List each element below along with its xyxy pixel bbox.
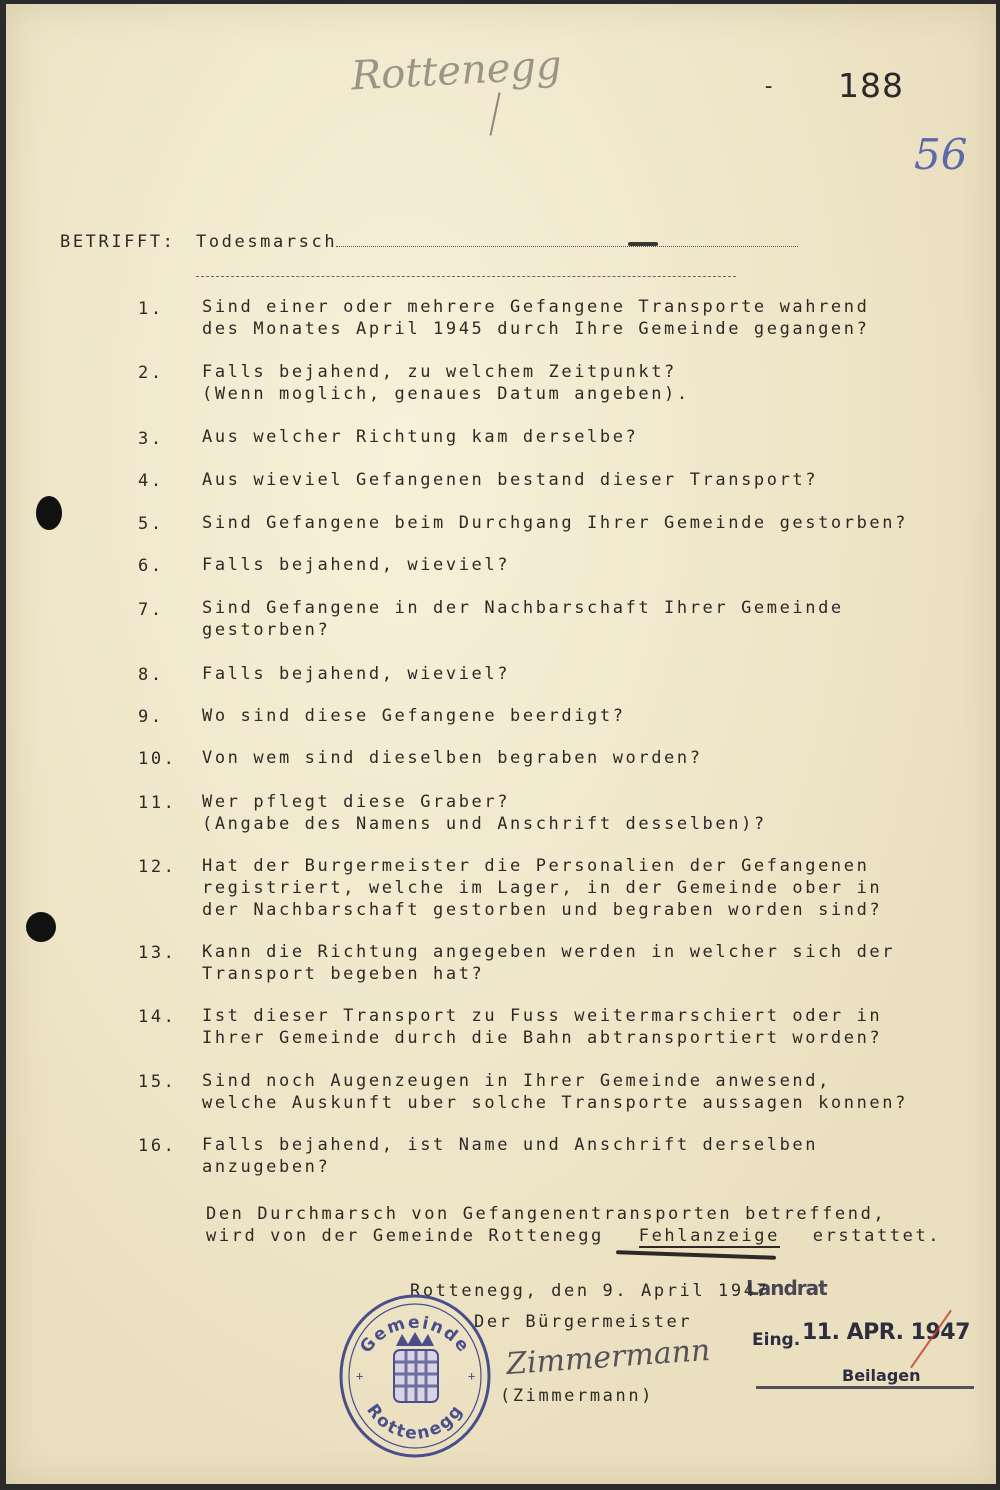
municipal-seal xyxy=(336,1288,494,1460)
handwritten-folio-number: 56 xyxy=(914,130,968,179)
mayor-printed-name: (Zimmermann) xyxy=(500,1386,655,1406)
svg-text:Rottenegg xyxy=(362,1401,467,1444)
place-date-line: Rottenegg, den 9. April 1947 xyxy=(410,1281,770,1301)
stamp-beilagen: Beilagen xyxy=(842,1366,921,1385)
received-stamp xyxy=(746,1272,978,1402)
stamp-eingang-label: Eing. xyxy=(752,1330,801,1350)
seal-text-bottom: Rottenegg xyxy=(362,1400,468,1444)
separator-line xyxy=(196,276,736,277)
subject-ink-mark xyxy=(628,242,658,246)
page-number: 188 xyxy=(838,66,904,105)
dash-mark: - xyxy=(762,74,778,99)
stamp-rule xyxy=(756,1386,974,1389)
statement-line-2: wird von der Gemeinde Rottenegg Fehlanzeige erstattet. xyxy=(206,1226,942,1246)
svg-text:+: + xyxy=(356,1369,364,1383)
handwritten-place-name: Rottenegg xyxy=(349,42,563,100)
seal-graphic xyxy=(336,1288,494,1460)
seal-text-top: Gemeinde xyxy=(356,1312,474,1358)
document-page: Rottenegg - 188 56 BETRIFFT: Todesmarsch 1. Sind einer oder mehrere Gefangene Transporte wahrend des Monates April 1945 durch Ihre Gemeinde gegangen? 2. Falls bejahend, zu welchem Zeitpunkt? (Wenn moglich, genaues Datum angeben). 3. Aus welcher Richtung kam derselbe? 4. Aus wieviel Gefangenen bestand dieser Transport? 5. Sind Gefangene beim Durchgang Ihrer Gemeinde gestorben? 6. Falls bejahend, wieviel? 7. Sind Gefangene in der Nachbarschaft Ihrer Gemeinde gestorben? 8. Falls bejahend, wieviel? 9. Wo sind diese Gefangene beerdigt? 10. Von wem sind dieselben begraben worden? 11. Wer pflegt diese Graber? (Angabe des Namens und Anschrift desselben)? 12. Hat der Burgermeister die Personalien der Gefangenen registriert, welche im Lager, in der Gemeinde ober in der Nachbarschaft gestorben und begraben worden sind? 13. Kann die Richtung angegeben werden in welcher sich der Transport begeben hat? 14. Ist dieser Transport zu Fuss weitermarschiert oder in Ihrer Gemeinde durch die Bahn abtransportiert worden? 15. Sind noch Augenzeugen in Ihrer Gemeinde anwesend, welche Auskunft uber solche Transporte aussagen konnen? 16. Falls bejahend, ist Name und Anschrift derselben anzugeben? Den Durchmarsch von Gefangenentransporten betreffend, wird von der Gemeinde Rottenegg Fehlanzeige erstattet. Rottenegg, den 9. April 1947 Der Bürgermeister Zimmermann (Zimmermann) Gemeinde Rottenegg + + Landrat Eing. 11. APR. 1947 Beilagen xyxy=(6,4,996,1484)
stamp-header: Landrat xyxy=(746,1276,827,1300)
fehlanzeige-emphasis: Fehlanzeige xyxy=(638,1226,780,1246)
mayor-title: Der Bürgermeister xyxy=(474,1312,693,1332)
subject-label: BETRIFFT: xyxy=(60,232,176,252)
stamp-date: 11. APR. 1947 xyxy=(802,1320,970,1345)
punch-hole-bottom xyxy=(26,912,56,942)
mayor-signature: Zimmermann xyxy=(505,1332,712,1383)
punch-hole-top xyxy=(36,496,62,530)
subject-dotted-line xyxy=(336,245,798,247)
subject-value: Todesmarsch xyxy=(196,232,338,252)
svg-text:+: + xyxy=(468,1369,476,1383)
statement-line-1: Den Durchmarsch von Gefangenentransporten betreffend, xyxy=(206,1204,887,1224)
pencil-stroke xyxy=(489,92,500,135)
ink-underline-stroke xyxy=(616,1250,776,1260)
